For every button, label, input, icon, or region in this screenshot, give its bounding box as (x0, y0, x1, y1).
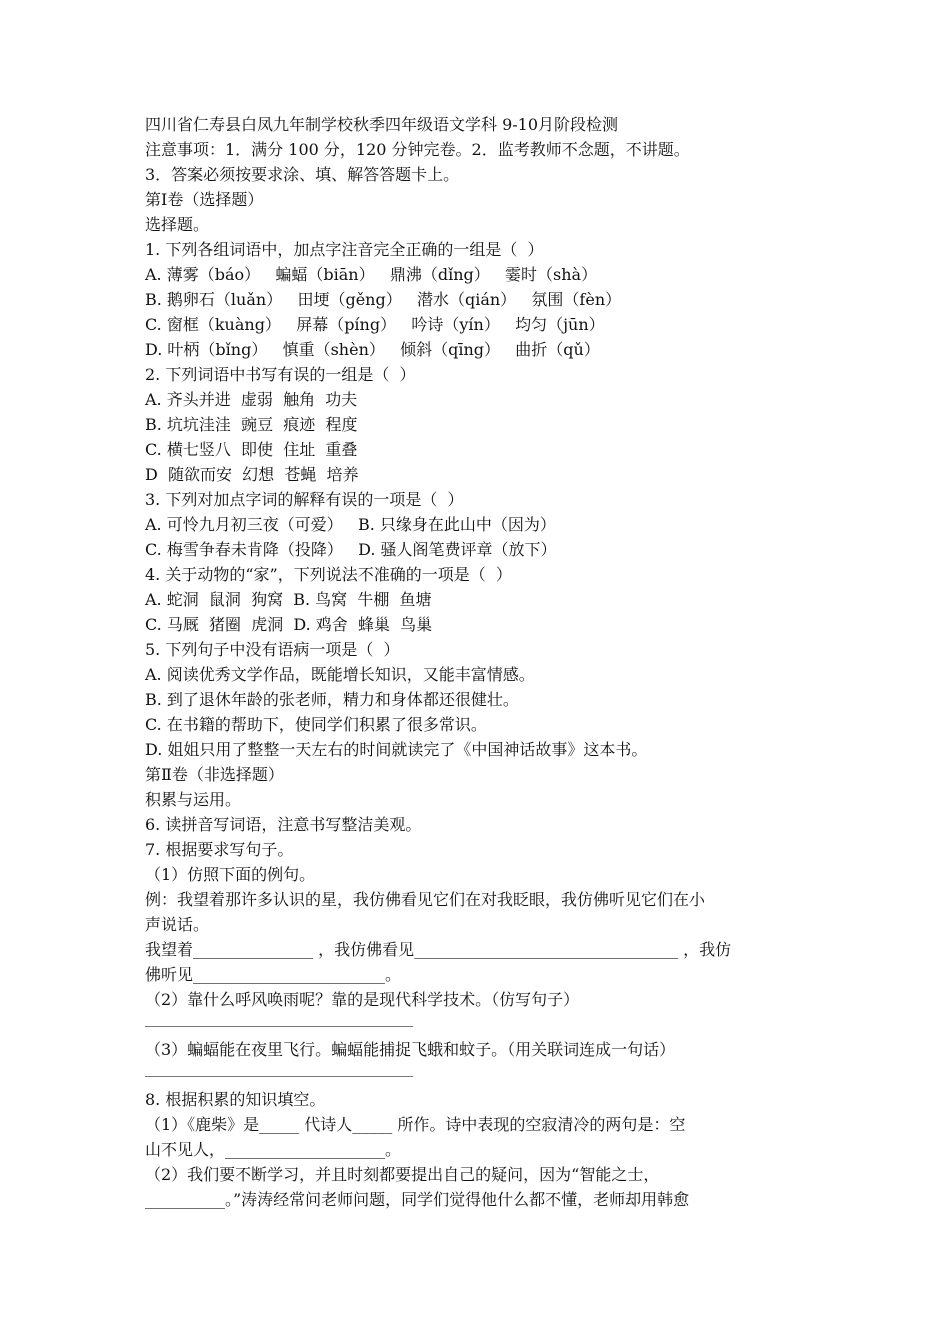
q2-option-c: C. 横七竖八 即使 住址 重叠 (145, 440, 358, 459)
q8-sub1-line-2: 山不见人，____________________。 (145, 1140, 402, 1159)
q2-option-b: B. 坑坑洼洼 豌豆 痕迹 程度 (145, 415, 358, 434)
q4-stem: 4. 关于动物的“家”，下列说法不准确的一项是（ ） (145, 565, 512, 584)
answer-line (145, 1062, 815, 1087)
part1-subheading: 选择题。 (145, 215, 210, 234)
q5-option-b: B. 到了退休年龄的张老师，精力和身体都还很健壮。 (145, 690, 519, 709)
q7-sub1: （1）仿照下面的例句。 (145, 865, 316, 884)
q7-stem: 7. 根据要求写句子。 (145, 840, 294, 859)
q1-option-c: C. 窗框（kuàng） 屏幕（píng） 吟诗（yín） 均匀（jūn） (145, 315, 605, 334)
q6-stem: 6. 读拼音写词语，注意书写整洁美观。 (145, 815, 422, 834)
q1-stem: 1. 下列各组词语中，加点字注音完全正确的一组是（ ） (145, 240, 544, 259)
q7-example-line-1: 例：我望着那许多认识的星，我仿佛看见它们在对我眨眼，我仿佛听见它们在小 (145, 890, 706, 909)
notice-line-1: 注意事项：1．满分 100 分，120 分钟完卷。2．监考教师不念题，不讲题。 (145, 140, 690, 159)
q7-fill-line-1: 我望着_______________ ，我仿佛看见_________________________________ ，我仿 (145, 940, 732, 959)
q5-option-d: D. 姐姐只用了整整一天左右的时间就读完了《中国神话故事》这本书。 (145, 740, 648, 759)
part1-heading: 第Ⅰ卷（选择题） (145, 190, 264, 209)
q1-option-b: B. 鹅卵石（luǎn） 田埂（gěng） 潜水（qián） 氛围（fèn） (145, 290, 622, 309)
document-title: 四川省仁寿县白凤九年制学校秋季四年级语文学科 9-10月阶段检测 (145, 115, 619, 134)
exam-document (145, 112, 815, 1212)
q3-options-ab: A. 可怜九月初三夜（可爱） B. 只缘身在此山中（因为） (145, 515, 556, 534)
answer-line (145, 1012, 815, 1037)
q8-sub1-line-1: （1）《鹿柴》是_____ 代诗人_____ 所作。诗中表现的空寂清冷的两句是：空 (145, 1115, 686, 1134)
q3-options-cd: C. 梅雪争春未肯降（投降） D. 骚人阁笔费评章（放下） (145, 540, 557, 559)
q7-sub3: （3）蝙蝠能在夜里飞行。蝙蝠能捕捉飞蛾和蚊子。（用关联词连成一句话） (145, 1040, 676, 1059)
q8-stem: 8. 根据积累的知识填空。 (145, 1090, 326, 1109)
q2-option-d: D 随欲而安 幻想 苍蝇 培养 (145, 465, 359, 484)
q1-option-a: A. 薄雾（báo） 蝙蝠（biān） 鼎沸（dǐng） 霎时（shà） (145, 265, 598, 284)
q7-example-line-2: 声说话。 (145, 915, 210, 934)
q2-option-a: A. 齐头并进 虚弱 触角 功夫 (145, 390, 358, 409)
notice-line-2: 3．答案必须按要求涂、填、解答答题卡上。 (145, 165, 460, 184)
q5-stem: 5. 下列句子中没有语病一项是（ ） (145, 640, 400, 659)
q8-sub2-line-1: （2）我们要不断学习，并且时刻都要提出自己的疑问，因为“智能之士， (145, 1165, 660, 1184)
part2-heading: 第Ⅱ卷（非选择题） (145, 765, 284, 784)
part2-subheading: 积累与运用。 (145, 790, 242, 809)
q8-sub2-line-2: __________。”涛涛经常问老师问题，同学们觉得他什么都不懂，老师却用韩愈 (145, 1190, 690, 1209)
q7-sub2: （2）靠什么呼风唤雨呢？靠的是现代科学技术。（仿写句子） (145, 990, 580, 1009)
q5-option-a: A. 阅读优秀文学作品，既能增长知识，又能丰富情感。 (145, 665, 535, 684)
q3-stem: 3. 下列对加点字词的解释有误的一项是（ ） (145, 490, 464, 509)
q4-options-cd: C. 马厩 猪圈 虎洞 D. 鸡舍 蜂巢 鸟巢 (145, 615, 433, 634)
q5-option-c: C. 在书籍的帮助下，使同学们积累了很多常识。 (145, 715, 487, 734)
q2-stem: 2. 下列词语中书写有误的一组是（ ） (145, 365, 416, 384)
q4-options-ab: A. 蛇洞 鼠洞 狗窝 B. 鸟窝 牛棚 鱼塘 (145, 590, 432, 609)
q7-fill-line-2: 佛听见________________________。 (145, 965, 402, 984)
q1-option-d: D. 叶柄（bǐng） 慎重（shèn） 倾斜（qīng） 曲折（qǔ） (145, 340, 600, 359)
